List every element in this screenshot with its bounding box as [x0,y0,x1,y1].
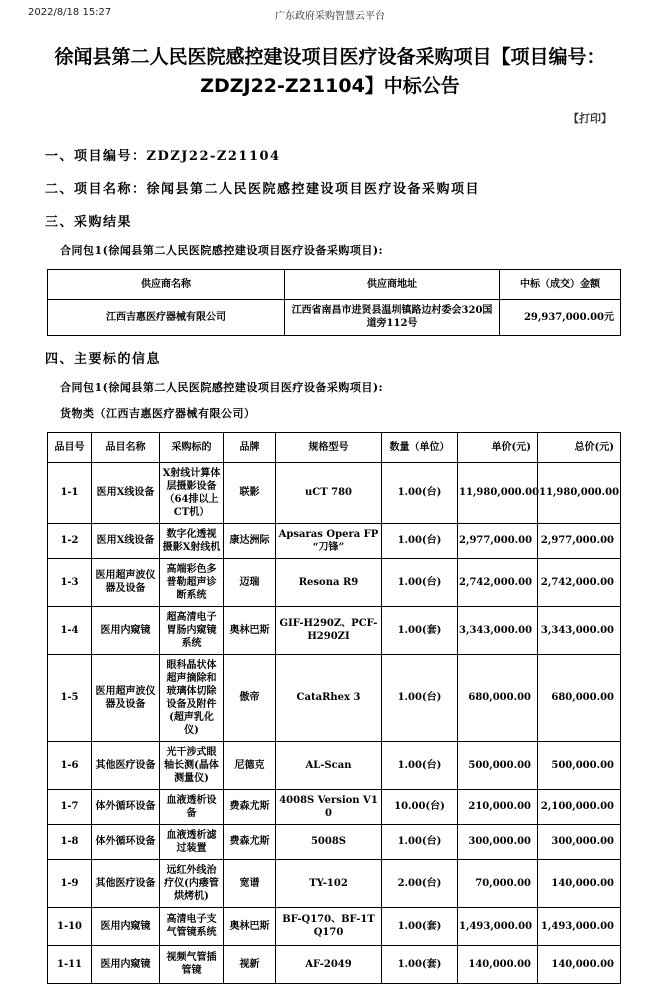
page-title: 徐闻县第二人民医院感控建设项目医疗设备采购项目【项目编号：ZDZJ22-Z21104】中标公告 [54,46,606,98]
category-cell: 其他医疗设备 [92,859,160,907]
item-no-cell: 1-7 [48,789,92,824]
brand-cell: 奥林巴斯 [224,606,276,654]
target-cell: 血液透析设备 [160,789,224,824]
total-price-cell: 3,343,000.00 [538,606,621,654]
target-cell: 血液透析滤过装置 [160,824,224,859]
total-price-cell: 11,980,000.00 [538,462,621,523]
category-cell: 医用内窥镜 [92,945,160,983]
unit-price-cell: 11,980,000.00 [458,462,538,523]
goods-category-note: 货物类（江西吉惠医疗器械有限公司） [60,406,256,420]
supplier-header-row [48,269,621,299]
model-cell: AF-2049 [276,945,382,983]
qty-cell: 10.00(台) [382,789,458,824]
total-price-cell: 2,742,000.00 [538,558,621,606]
target-cell: X射线计算体层摄影设备（64排以上CT机） [160,462,224,523]
qty-cell: 1.00(台) [382,462,458,523]
item-no-cell: 1-8 [48,824,92,859]
unit-price-cell: 300,000.00 [458,824,538,859]
model-cell: AL-Scan [276,741,382,789]
col-brand: 品牌 [224,432,276,462]
brand-cell: 奥林巴斯 [224,907,276,945]
total-price-cell: 140,000.00 [538,945,621,983]
qty-cell: 1.00(台) [382,523,458,558]
unit-price-cell: 680,000.00 [458,654,538,741]
qty-cell: 1.00(台) [382,654,458,741]
item-no-cell: 1-4 [48,606,92,654]
brand-cell: 宽谱 [224,859,276,907]
model-cell: CataRhex 3 [276,654,382,741]
item-row-1-7 [48,789,621,824]
model-cell: 5008S [276,824,382,859]
brand-cell: 费森尤斯 [224,824,276,859]
brand-cell: 联影 [224,462,276,523]
contract-package-note: 合同包1(徐闻县第二人民医院感控建设项目医疗设备采购项目): [60,243,384,257]
supplier-name-cell: 江西吉惠医疗器械有限公司 [48,299,285,335]
category-cell: 体外循环设备 [92,789,160,824]
section-project-number: 一、项目编号：ZDZJ22-Z21104 [45,148,281,164]
item-row-1-3 [48,558,621,606]
category-cell: 体外循环设备 [92,824,160,859]
brand-cell: 费森尤斯 [224,789,276,824]
total-price-cell: 680,000.00 [538,654,621,741]
supplier-row [48,299,621,335]
unit-price-cell: 140,000.00 [458,945,538,983]
total-price-cell: 2,977,000.00 [538,523,621,558]
model-cell: GIF-H290Z、PCF-H290ZI [276,606,382,654]
qty-cell: 2.00(台) [382,859,458,907]
contract-package-note-2: 合同包1(徐闻县第二人民医院感控建设项目医疗设备采购项目): [60,380,384,394]
col-item-name: 品目名称 [92,432,160,462]
unit-price-cell: 1,493,000.00 [458,907,538,945]
item-row-1-1 [48,462,621,523]
total-price-cell: 2,100,000.00 [538,789,621,824]
brand-cell: 傲帝 [224,654,276,741]
col-model: 规格型号 [276,432,382,462]
qty-cell: 1.00(套) [382,945,458,983]
category-cell: 医用内窥镜 [92,606,160,654]
item-no-cell: 1-3 [48,558,92,606]
item-row-1-6 [48,741,621,789]
section-main-info: 四、主要标的信息 [45,351,162,367]
model-cell: 4008S Version V10 [276,789,382,824]
item-no-cell: 1-1 [48,462,92,523]
target-cell: 光干涉式眼轴长测(晶体测量仪) [160,741,224,789]
model-cell: BF-Q170、BF-1TQ170 [276,907,382,945]
col-procurement-target: 采购标的 [160,432,224,462]
target-cell: 高清电子支气管镜系统 [160,907,224,945]
model-cell: TY-102 [276,859,382,907]
supplier-table [47,269,621,336]
qty-cell: 1.00(台) [382,824,458,859]
site-name: 广东政府采购智慧云平台 [275,11,385,22]
category-cell: 医用超声波仪器及设备 [92,558,160,606]
category-cell: 医用X线设备 [92,462,160,523]
model-cell: uCT 780 [276,462,382,523]
item-no-cell: 1-9 [48,859,92,907]
unit-price-cell: 500,000.00 [458,741,538,789]
brand-cell: 康达洲际 [224,523,276,558]
print-timestamp: 2022/8/18 15:27 [28,7,112,18]
category-cell: 医用超声波仪器及设备 [92,654,160,741]
target-cell: 超高清电子胃肠内窥镜系统 [160,606,224,654]
item-row-1-11 [48,945,621,983]
brand-cell: 迈瑞 [224,558,276,606]
col-supplier-address: 供应商地址 [285,269,500,299]
item-no-cell: 1-5 [48,654,92,741]
target-cell: 高端彩色多普勒超声诊断系统 [160,558,224,606]
section-project-name: 二、项目名称：徐闻县第二人民医院感控建设项目医疗设备采购项目 [45,181,481,197]
item-row-1-8 [48,824,621,859]
toolbar [0,110,660,126]
section-procurement-result: 三、采购结果 [45,214,133,230]
col-total-price: 总价(元) [538,432,621,462]
item-no-cell: 1-2 [48,523,92,558]
item-no-cell: 1-6 [48,741,92,789]
target-cell: 视频气管插管镜 [160,945,224,983]
item-no-cell: 1-10 [48,907,92,945]
unit-price-cell: 2,977,000.00 [458,523,538,558]
unit-price-cell: 3,343,000.00 [458,606,538,654]
supplier-address-cell: 江西省南昌市进贤县温圳镇路边村委会320国道旁112号 [285,299,500,335]
unit-price-cell: 2,742,000.00 [458,558,538,606]
item-row-1-10 [48,907,621,945]
print-button[interactable]: 【打印】 [568,111,612,125]
qty-cell: 1.00(套) [382,907,458,945]
category-cell: 医用内窥镜 [92,907,160,945]
brand-cell: 尼德克 [224,741,276,789]
category-cell: 其他医疗设备 [92,741,160,789]
col-award-amount: 中标（成交）金额 [500,269,621,299]
items-header-row [48,432,621,462]
award-amount-cell: 29,937,000.00元 [500,299,621,335]
model-cell: Apsaras Opera FP “刀锋” [276,523,382,558]
item-row-1-9 [48,859,621,907]
col-quantity: 数量（单位） [382,432,458,462]
col-unit-price: 单价(元) [458,432,538,462]
target-cell: 眼科晶状体超声摘除和玻璃体切除设备及附件(超声乳化仪) [160,654,224,741]
item-no-cell: 1-11 [48,945,92,983]
items-table [47,432,621,984]
total-price-cell: 300,000.00 [538,824,621,859]
total-price-cell: 500,000.00 [538,741,621,789]
item-row-1-4 [48,606,621,654]
target-cell: 远红外线治疗仪(内瘘管烘烤机) [160,859,224,907]
print-preview-header [0,0,660,27]
category-cell: 医用X线设备 [92,523,160,558]
qty-cell: 1.00(台) [382,741,458,789]
item-row-1-2 [48,523,621,558]
brand-cell: 视新 [224,945,276,983]
target-cell: 数字化透视摄影X射线机 [160,523,224,558]
qty-cell: 1.00(台) [382,558,458,606]
col-item-no: 品目号 [48,432,92,462]
item-row-1-5 [48,654,621,741]
col-supplier-name: 供应商名称 [48,269,285,299]
qty-cell: 1.00(套) [382,606,458,654]
unit-price-cell: 210,000.00 [458,789,538,824]
model-cell: Resona R9 [276,558,382,606]
unit-price-cell: 70,000.00 [458,859,538,907]
total-price-cell: 140,000.00 [538,859,621,907]
total-price-cell: 1,493,000.00 [538,907,621,945]
